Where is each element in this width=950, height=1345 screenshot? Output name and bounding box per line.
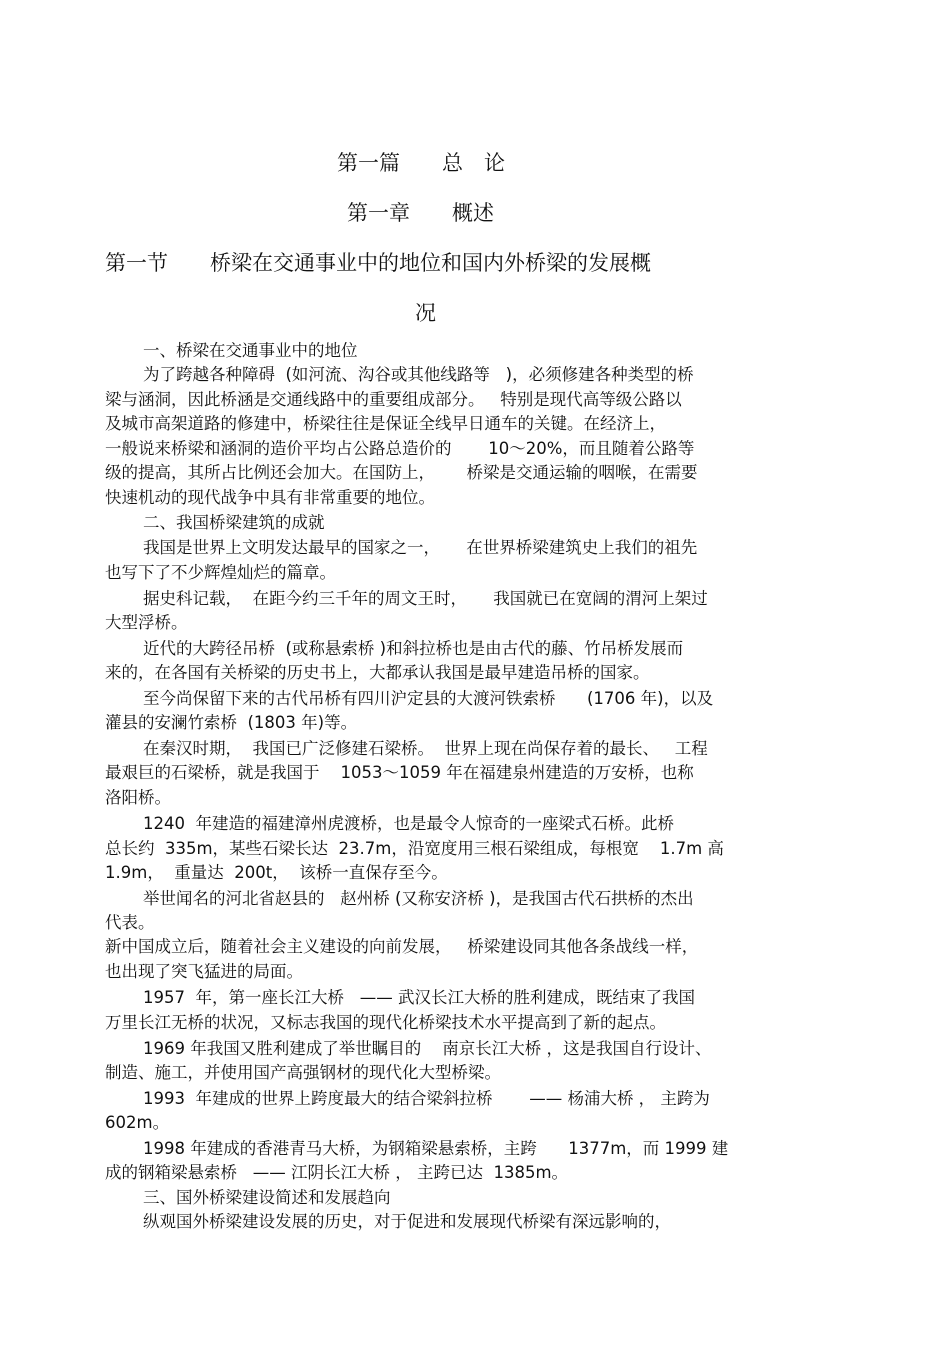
paragraph-line: 我国是世界上文明发达最早的国家之一， 在世界桥梁建筑史上我们的祖先	[143, 538, 698, 557]
paragraph-line: 制造、施工，并使用国产高强钢材的现代化大型桥梁。	[105, 1063, 501, 1082]
paragraph-line: 1.9m， 重量达 200t， 该桥一直保存至今。	[105, 863, 448, 882]
paragraph-line: 洛阳桥。	[105, 788, 171, 807]
subheading-1: 一、桥梁在交通事业中的地位	[143, 341, 358, 360]
paragraph-line: 成的钢箱梁悬索桥 —— 江阴长江大桥 ， 主跨已达 1385m。	[105, 1163, 569, 1182]
paragraph-line: 1957 年，第一座长江大桥 —— 武汉长江大桥的胜利建成，既结束了我国	[143, 988, 695, 1007]
paragraph-line: 至今尚保留下来的古代吊桥有四川沪定县的大渡河铁索桥 (1706 年)，以及	[143, 689, 714, 708]
paragraph-line: 及城市高架道路的修建中，桥梁往往是保证全线早日通车的关键。在经济上，	[105, 414, 666, 433]
paragraph-line: 梁与涵洞，因此桥涵是交通线路中的重要组成部分。 特别是现代高等级公路以	[105, 390, 682, 409]
paragraph-line: 据史科记载， 在距今约三千年的周文王时， 我国就已在宽阔的渭河上架过	[143, 589, 708, 608]
paragraph-line: 近代的大跨径吊桥 (或称悬索桥 )和斜拉桥也是由古代的藤、竹吊桥发展而	[143, 639, 684, 658]
paragraph-line: 万里长江无桥的状况，又标志我国的现代化桥梁技术水平提高到了新的起点。	[105, 1013, 666, 1032]
paragraph-line: 灌县的安澜竹索桥 (1803 年)等。	[105, 713, 358, 732]
subheading-2: 二、我国桥梁建筑的成就	[143, 513, 325, 532]
paragraph-line: 举世闻名的河北省赵县的 赵州桥 (又称安济桥 )，是我国古代石拱桥的杰出	[143, 889, 694, 908]
paragraph-line: 来的，在各国有关桥梁的历史书上，大都承认我国是最早建造吊桥的国家。	[105, 663, 650, 682]
paragraph-line: 602m。	[105, 1113, 170, 1132]
paragraph-line: 总长约 335m，某些石梁长达 23.7m，沿宽度用三根石梁组成，每根宽 1.7m 高	[105, 839, 724, 858]
paragraph-line: 纵观国外桥梁建设发展的历史，对于促进和发展现代桥梁有深远影响的，	[143, 1212, 671, 1231]
chapter-title: 第一章 概述	[347, 201, 494, 225]
paragraph-line: 1998 年建成的香港青马大桥，为钢箱梁悬索桥，主跨 1377m，而 1999 建	[143, 1139, 729, 1158]
paragraph-line: 为了跨越各种障碍 (如河流、沟谷或其他线路等 )，必须修建各种类型的桥	[143, 365, 694, 384]
subheading-3: 三、国外桥梁建设简述和发展趋向	[143, 1188, 391, 1207]
paragraph-line: 1969 年我国又胜利建成了举世瞩目的 南京长江大桥 ，这是我国自行设计、	[143, 1039, 712, 1058]
paragraph-line: 一般说来桥梁和涵洞的造价平均占公路总造价的 10～20%，而且随着公路等	[105, 439, 695, 458]
paragraph-line: 新中国成立后，随着社会主义建设的向前发展， 桥梁建设同其他各条战线一样，	[105, 937, 699, 956]
paragraph-line: 也出现了突飞猛进的局面。	[105, 962, 303, 981]
paragraph-line: 代表。	[105, 913, 155, 932]
paragraph-line: 快速机动的现代战争中具有非常重要的地位。	[105, 488, 435, 507]
paragraph-line: 在秦汉时期， 我国已广泛修建石梁桥。 世界上现在尚保存着的最长、 工程	[143, 739, 708, 758]
paragraph-line: 也写下了不少辉煌灿烂的篇章。	[105, 563, 336, 582]
paragraph-line: 大型浮桥。	[105, 613, 188, 632]
section-title-line-2: 况	[415, 301, 436, 325]
section-title-line-1: 第一节 桥梁在交通事业中的地位和国内外桥梁的发展概	[105, 251, 651, 275]
paragraph-line: 1240 年建造的福建漳州虎渡桥，也是最令人惊奇的一座梁式石桥。此桥	[143, 814, 674, 833]
paragraph-line: 最艰巨的石梁桥，就是我国于 1053～1059 年在福建泉州建造的万安桥，也称	[105, 763, 694, 782]
part-title: 第一篇 总 论	[337, 151, 505, 175]
paragraph-line: 1993 年建成的世界上跨度最大的结合梁斜拉桥 —— 杨浦大桥 ， 主跨为	[143, 1089, 710, 1108]
paragraph-line: 级的提高，其所占比例还会加大。在国防上， 桥梁是交通运输的咽喉，在需要	[105, 463, 698, 482]
